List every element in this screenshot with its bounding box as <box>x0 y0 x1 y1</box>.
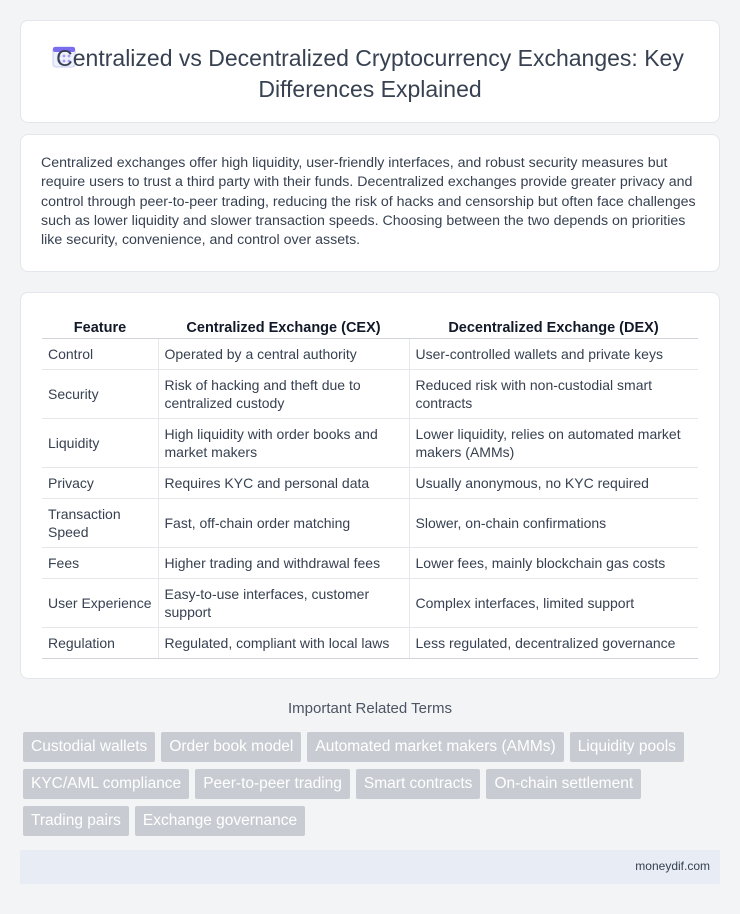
related-terms-title: Important Related Terms <box>288 700 452 717</box>
table-cell: Complex interfaces, limited support <box>409 578 698 627</box>
header-card <box>20 20 720 123</box>
tag-on-chain-settlement[interactable]: On-chain settlement <box>486 769 641 799</box>
table-cell: Regulated, compliant with local laws <box>158 627 409 658</box>
comparison-table <box>42 312 698 659</box>
table-cell: User Experience <box>42 578 158 627</box>
table-row <box>42 467 698 498</box>
tag-automated-market-makers[interactable]: Automated market makers (AMMs) <box>307 732 563 762</box>
tag-kyc-aml-compliance[interactable]: KYC/AML compliance <box>23 769 189 799</box>
table-cell: Fast, off-chain order matching <box>158 498 409 547</box>
table-row <box>42 547 698 578</box>
table-cell: High liquidity with order books and market makers <box>158 418 409 467</box>
table-cell: Regulation <box>42 627 158 658</box>
table-row <box>42 627 698 658</box>
table-cell: Risk of hacking and theft due to centralized custody <box>158 369 409 418</box>
tag-custodial-wallets[interactable]: Custodial wallets <box>23 732 155 762</box>
table-row <box>42 369 698 418</box>
footer-bar <box>20 850 720 884</box>
table-row <box>42 578 698 627</box>
tag-smart-contracts[interactable]: Smart contracts <box>356 769 481 799</box>
table-header-row <box>42 312 698 338</box>
table-cell: Operated by a central authority <box>158 338 409 369</box>
table-cell: Fees <box>42 547 158 578</box>
summary-text: Centralized exchanges offer high liquidity, user-friendly interfaces, and robust security measures but require users to trust a third party with their funds. Decentralized exchanges provide greater privacy and control through peer-to-peer trading, reducing the risk of hacks and censorship but often face challenges such as lower liquidity and slower transaction speeds. Choosing between the two depends on priorities like security, convenience, and control over assets. <box>41 155 696 249</box>
column-header: Decentralized Exchange (DEX) <box>409 312 698 338</box>
table-cell: Easy-to-use interfaces, customer support <box>158 578 409 627</box>
table-cell: Higher trading and withdrawal fees <box>158 547 409 578</box>
comparison-table-card <box>20 292 720 679</box>
table-cell: Control <box>42 338 158 369</box>
table-cell: Lower fees, mainly blockchain gas costs <box>409 547 698 578</box>
tag-exchange-governance[interactable]: Exchange governance <box>135 806 305 836</box>
table-cell: Security <box>42 369 158 418</box>
table-cell: Less regulated, decentralized governance <box>409 627 698 658</box>
table-cell: Transaction Speed <box>42 498 158 547</box>
table-cell: Reduced risk with non-custodial smart contracts <box>409 369 698 418</box>
page-title: Centralized vs Decentralized Cryptocurrency Exchanges: Key Differences Explained <box>56 45 684 102</box>
column-header: Feature <box>42 312 158 338</box>
table-cell: Slower, on-chain confirmations <box>409 498 698 547</box>
table-cell: Privacy <box>42 467 158 498</box>
table-cell: Usually anonymous, no KYC required <box>409 467 698 498</box>
tag-trading-pairs[interactable]: Trading pairs <box>23 806 129 836</box>
footer-site-link[interactable]: moneydif.com <box>635 859 710 873</box>
tag-liquidity-pools[interactable]: Liquidity pools <box>570 732 684 762</box>
related-terms-tags <box>23 732 723 836</box>
tag-peer-to-peer-trading[interactable]: Peer-to-peer trading <box>195 769 350 799</box>
table-row <box>42 338 698 369</box>
table-row <box>42 498 698 547</box>
table-cell: Lower liquidity, relies on automated market makers (AMMs) <box>409 418 698 467</box>
column-header: Centralized Exchange (CEX) <box>158 312 409 338</box>
table-row <box>42 418 698 467</box>
tag-order-book-model[interactable]: Order book model <box>161 732 301 762</box>
summary-card <box>20 134 720 272</box>
table-cell: User-controlled wallets and private keys <box>409 338 698 369</box>
table-cell: Requires KYC and personal data <box>158 467 409 498</box>
table-cell: Liquidity <box>42 418 158 467</box>
